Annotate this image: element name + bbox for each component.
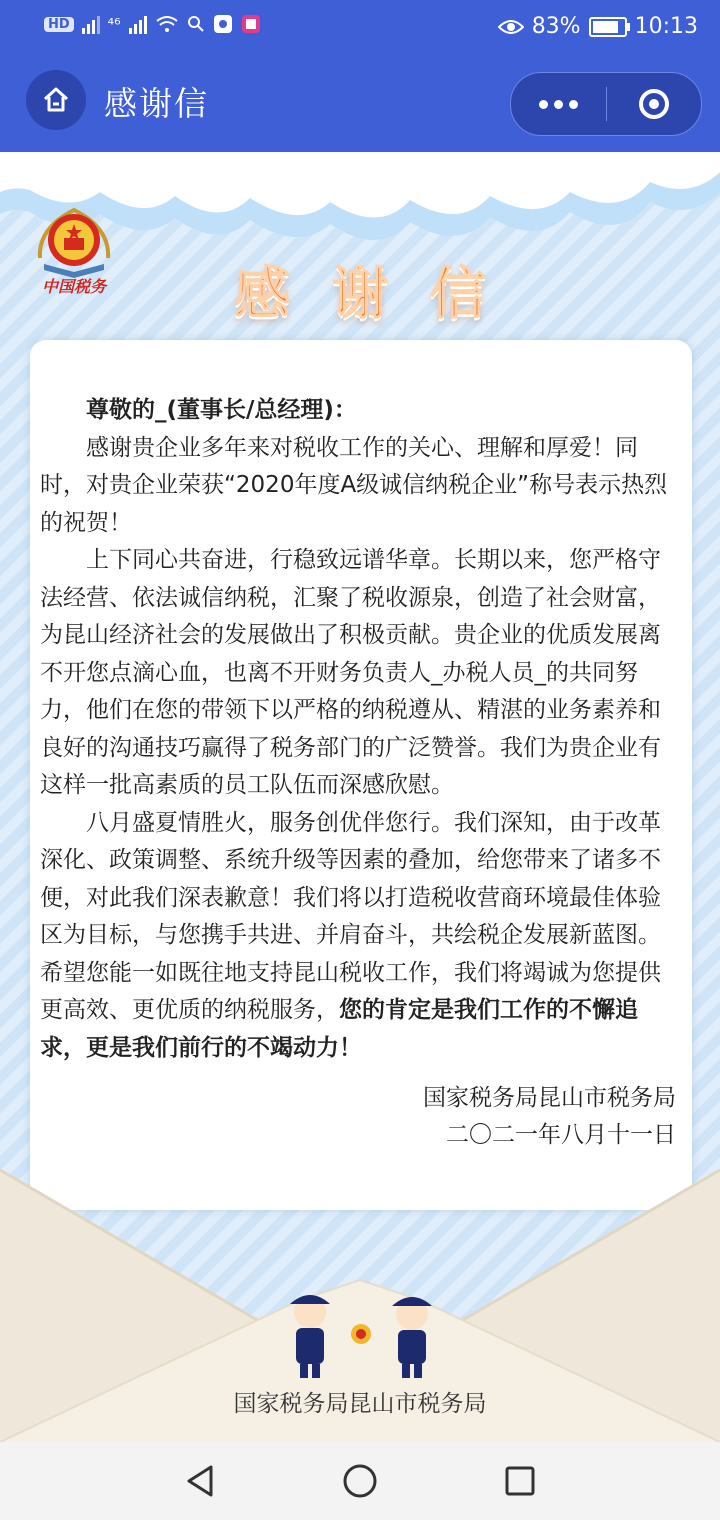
home-icon (41, 85, 71, 115)
home-system-button[interactable] (335, 1456, 385, 1506)
close-target-icon (639, 89, 669, 119)
status-right (498, 14, 698, 39)
signature-date: 二〇二一年八月十一日 (446, 1122, 676, 1148)
letter-paragraph-2: 上下同心共奋进，行稳致远谱华章。长期以来，您严格守法经营、依法诚信纳税，汇聚了税收源泉，创造了社会财富，为昆山经济社会的发展做出了积极贡献。贵企业的优质发展离不开您点滴心血，也离不开财务负责人_办税人员_的共同努力，他们在您的带领下以严格的纳税遵从、精湛的业务素养和良好的沟通技巧赢得了税务部门的广泛赞誉。我们为贵企业有这样一批高素质的员工队伍而深感欣慰。 (40, 547, 661, 798)
status-bar (0, 0, 720, 58)
signal-icon-2 (129, 14, 147, 34)
letter-greeting: 尊敬的_(董事长/总经理)： (86, 397, 357, 423)
network-type-label: ⁴⁶ (107, 14, 121, 34)
hd-badge: HD (44, 17, 74, 32)
system-nav-bar (0, 1442, 720, 1520)
mini-program-capsule (510, 72, 702, 136)
home-button[interactable] (26, 70, 86, 130)
home-circle-icon (342, 1463, 378, 1499)
letter-paragraph-3-text: 八月盛夏情胜火，服务创优伴您行。我们深知，由于改革深化、政策调整、系统升级等因素的叠加，给您带来了诸多不便，对此我们深表歉意！我们将以打造税收营商环境最佳体验区为目标，与您携手共进、并肩奋斗，共绘税企发展新蓝图。希望您能一如既往地支持昆山税收工作，我们将竭诚为您提供更高效、更优质的纳税服务， (40, 809, 661, 1023)
close-button[interactable] (607, 73, 702, 135)
app-notification-icon (213, 14, 233, 34)
app-notification-icon-2 (241, 14, 261, 34)
tax-mascots (278, 1288, 444, 1384)
battery-percent: 83% (531, 14, 581, 39)
letter-paragraph-1: 感谢贵企业多年来对税收工作的关心、理解和厚爱！同时，对贵企业荣获“2020年度A级诚信纳税企业”称号表示热烈的祝贺！ (40, 434, 668, 536)
back-button[interactable] (175, 1456, 225, 1506)
eye-icon (498, 18, 524, 36)
letter-paragraph-3 (40, 805, 680, 1068)
signature-org: 国家税务局昆山市税务局 (423, 1085, 676, 1111)
signal-icon (82, 14, 100, 34)
status-left (44, 14, 261, 34)
footer-org: 国家税务局昆山市税务局 (233, 1391, 487, 1417)
battery-icon (589, 17, 627, 37)
back-triangle-icon (184, 1464, 216, 1498)
recents-button[interactable] (495, 1456, 545, 1506)
recents-square-icon (504, 1465, 536, 1497)
page-title: 感谢信 (234, 262, 528, 327)
letter-signature (423, 1080, 676, 1154)
letter-paragraph-3-emphasis: 您的肯定是我们工作的不懈追求，更是我们前行的不竭动力！ (40, 997, 638, 1061)
more-dots-icon (539, 100, 548, 109)
search-icon (187, 15, 205, 33)
nav-bar (0, 58, 720, 152)
wifi-icon (155, 15, 179, 33)
more-button[interactable] (511, 73, 606, 135)
clock: 10:13 (634, 14, 698, 39)
letter-body (40, 392, 680, 1067)
logo-text: 中国税务 (41, 277, 106, 296)
nav-title: 感谢信 (104, 84, 209, 123)
